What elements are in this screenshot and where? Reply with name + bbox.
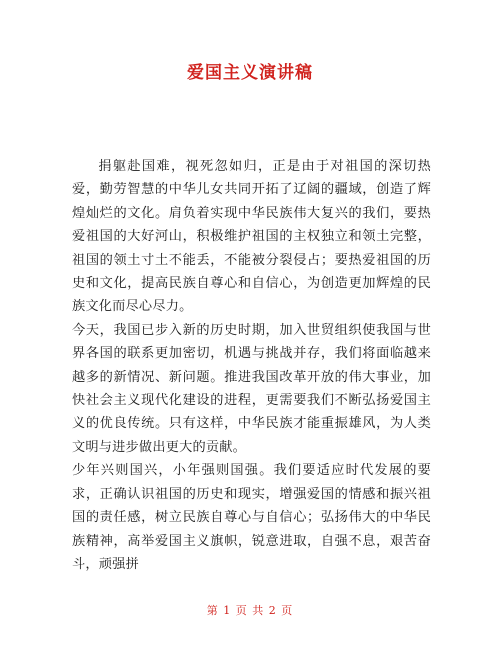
paragraph-2: 今天，我国已步入新的历史时期，加入世贸组织使我国与世界各国的联系更加密切，机遇与挑战并存，我们将面临越来越多的新情况、新问题。推进我国改革开放的伟大事业，加快社会主义现代化建设的进程，更需要我们不断弘扬爱国主义的优良传统。只有这样，中华民族才能重振雄风，为人类文明与进步做出更大的贡献。	[72, 322, 431, 455]
paragraph-1: 捐躯赴国难，视死忽如归，正是由于对祖国的深切热爱，勤劳智慧的中华儿女共同开拓了辽阔的疆域，创造了辉煌灿烂的文化。肩负着实现中华民族伟大复兴的我们，要热爱祖国的大好河山，积极维护祖国的主权独立和领土完整，祖国的领土寸土不能丢，不能被分裂侵占；要热爱祖国的历史和文化，提高民族自尊心和自信心，为创造更加辉煌的民族文化而尽心尽力。	[72, 159, 431, 315]
paragraph-3: 少年兴则国兴，小年强则国强。我们要适应时代发展的要求，正确认识祖国的历史和现实，增强爱国的情感和振兴祖国的责任感，树立民族自尊心与自信心；弘扬伟大的中华民族精神，高举爱国主义旗帜，锐意进取，自强不息，艰苦奋斗，顽强拼	[72, 463, 431, 572]
page-footer: 第 1 页 共 2 页	[206, 604, 294, 617]
document-body	[72, 155, 431, 576]
page-title: 爱国主义演讲稿	[187, 63, 313, 83]
